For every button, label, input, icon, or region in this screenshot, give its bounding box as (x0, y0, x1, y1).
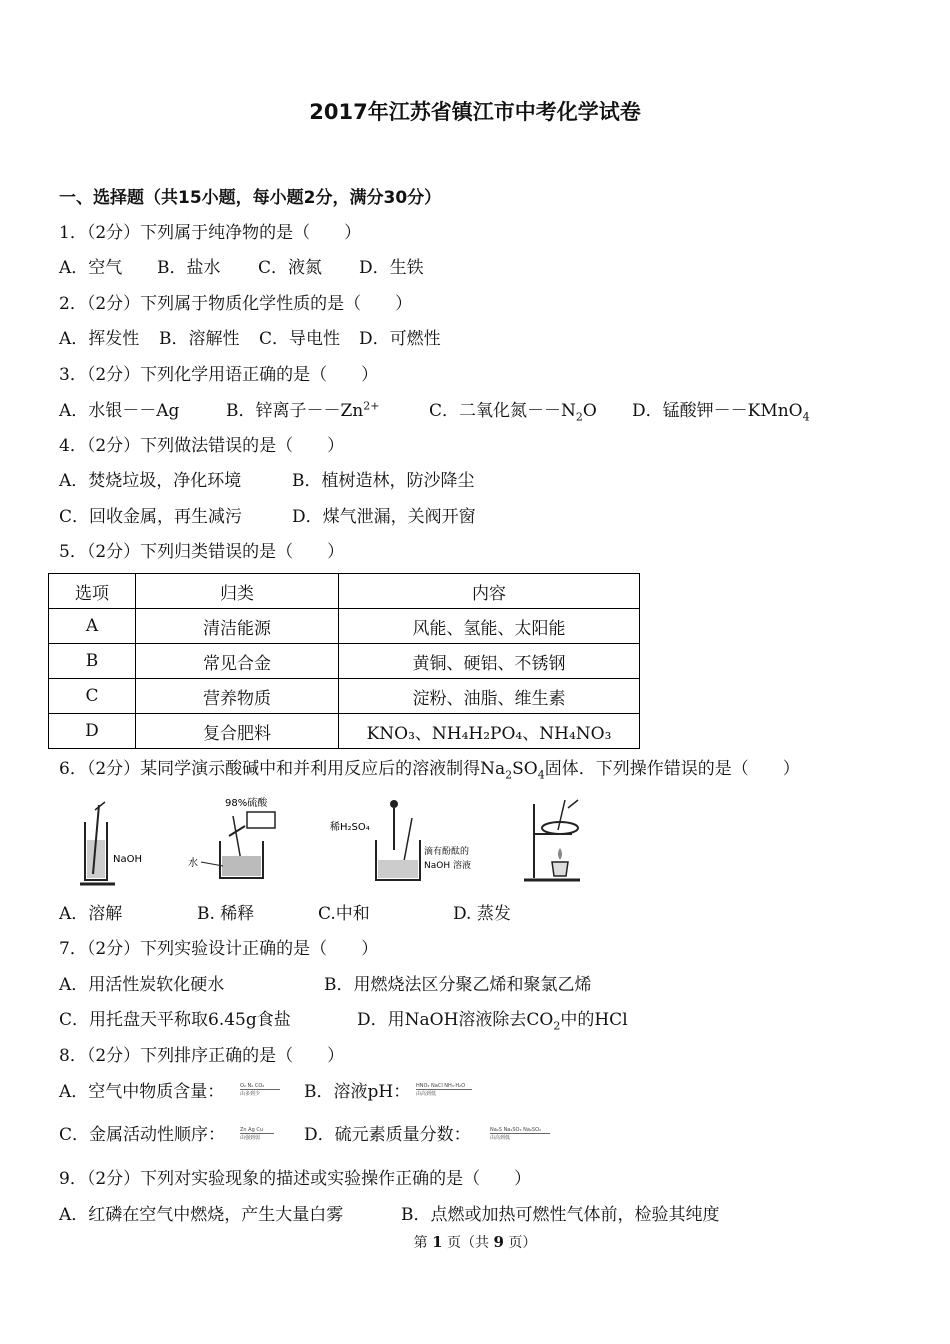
evaporate-figure (520, 796, 590, 891)
table-cell: 常见合金 (136, 644, 339, 679)
q3-option-b: B．锌离子$--Zn^{2+}$ (226, 399, 380, 421)
water-label: 水 (188, 858, 198, 869)
q4-option-d: D．煤气泄漏，关阀开窗 (292, 507, 476, 527)
q8-b-items: HNO₃ NaCl NH₃·H₂O (416, 1083, 466, 1089)
question-1-stem: 1．（2分）下列属于纯净物的是（ ） (59, 223, 362, 243)
table-cell: 风能、氢能、太阳能 (339, 609, 640, 644)
drip-label-2: NaOH 溶液 (424, 861, 471, 871)
q7-option-b: B．用燃烧法区分聚乙烯和聚氯乙烯 (324, 975, 592, 995)
table-cell: 复合肥料 (136, 714, 339, 749)
page-footer: 第 1 页（共 9 页） (413, 1233, 537, 1251)
neutralize-figure (328, 798, 488, 890)
q4-option-b: B．植树造林，防沙降尘 (292, 471, 475, 491)
table-row (49, 609, 640, 644)
table-cell: A (49, 609, 136, 644)
q2-option-c: C．导电性 (259, 329, 341, 349)
dissolve-figure (75, 800, 155, 890)
q2-option-a: A．挥发性 (59, 329, 140, 349)
q6-option-b: B. 稀释 (197, 904, 255, 924)
table-cell: C (49, 679, 136, 714)
table-cell: KNO₃、NH₄H₂PO₄、NH₄NO₃ (339, 714, 640, 749)
q1-option-c: C．液氮 (258, 258, 323, 278)
q3-option-c: C．二氧化氮$--N_2O$ (429, 401, 597, 424)
q8-d-scale (490, 1127, 550, 1141)
drip-label-1: 滴有酚酞的 (424, 847, 470, 857)
table-cell: 黄铜、硬铝、不锈钢 (339, 644, 640, 679)
q4-option-c: C．回收金属，再生减污 (59, 507, 243, 527)
table-header-row (49, 574, 640, 609)
q8-option-c: C．金属活动性顺序： (59, 1125, 226, 1145)
q2-option-d: D．可燃性 (359, 329, 441, 349)
dilute-figure (185, 796, 290, 888)
q8-option-d: D．硫元素质量分数： (304, 1125, 471, 1145)
question-4-stem: 4．（2分）下列做法错误的是（ ） (59, 436, 345, 456)
page-title: 2017年江苏省镇江市中考化学试卷 (309, 100, 641, 124)
q6-option-a: A．溶解 (59, 904, 123, 924)
table-cell: 清洁能源 (136, 609, 339, 644)
q8-a-scale (240, 1083, 280, 1097)
q8-d-items: Na₂S Na₂SO₃ Na₂SO₄ (490, 1127, 542, 1133)
q2-option-b: B．溶解性 (159, 329, 240, 349)
q8-b-direction: 由高到低 (416, 1091, 437, 1097)
naoh-label: NaOH (113, 854, 142, 865)
q6-option-c: C.中和 (318, 904, 370, 924)
q8-option-a: A．空气中物质含量： (59, 1082, 225, 1102)
table-header: 归类 (136, 574, 339, 609)
acid-label: 98%硫酸 (225, 798, 268, 809)
q9-option-a: A．红磷在空气中燃烧，产生大量白雾 (59, 1205, 344, 1225)
classification-table (48, 573, 640, 749)
question-3-stem: 3．（2分）下列化学用语正确的是（ ） (59, 365, 379, 385)
question-5-stem: 5．（2分）下列归类错误的是（ ） (59, 542, 345, 562)
q8-b-scale (416, 1083, 472, 1097)
h2so4-label: 稀H₂SO₄ (330, 822, 370, 833)
table-cell: 淀粉、油脂、维生素 (339, 679, 640, 714)
q1-option-b: B．盐水 (157, 258, 221, 278)
q8-option-b: B．溶液pH： (304, 1082, 411, 1102)
q8-a-direction: 由多到少 (240, 1091, 261, 1097)
q8-c-items: Zn Ag Cu (240, 1127, 264, 1133)
q7-option-a: A．用活性炭软化硬水 (59, 975, 225, 995)
q8-a-items: O₂ N₂ CO₂ (240, 1083, 265, 1089)
q7-option-d: D．用NaOH溶液除去$CO_2$中的HCl (357, 1010, 628, 1033)
table-header: 内容 (339, 574, 640, 609)
q4-option-a: A．焚烧垃圾，净化环境 (59, 471, 242, 491)
table-row (49, 714, 640, 749)
table-row (49, 644, 640, 679)
table-header: 选项 (49, 574, 136, 609)
table-row (49, 679, 640, 714)
question-7-stem: 7．（2分）下列实验设计正确的是（ ） (59, 939, 379, 959)
section-heading: 一、选择题（共15小题，每小题2分，满分30分） (59, 188, 442, 208)
q9-option-b: B．点燃或加热可燃性气体前，检验其纯度 (401, 1205, 720, 1225)
q6-option-d: D. 蒸发 (453, 904, 511, 924)
question-6-stem: 6．（2分）某同学演示酸碱中和并利用反应后的溶液制得$Na_2SO_4$固体．下列操作错误的是（ ） (59, 759, 800, 782)
question-2-stem: 2．（2分）下列属于物质化学性质的是（ ） (59, 294, 413, 314)
table-cell: D (49, 714, 136, 749)
question-8-stem: 8．（2分）下列排序正确的是（ ） (59, 1046, 345, 1066)
question-9-stem: 9．（2分）下列对实验现象的描述或实验操作正确的是（ ） (59, 1169, 532, 1189)
q3-option-d: D．锰酸钾－－KMnO$_4$ (632, 401, 810, 424)
q1-option-a: A．空气 (59, 258, 123, 278)
q8-c-scale (240, 1127, 274, 1141)
q8-d-direction: 由高到低 (490, 1135, 511, 1141)
q1-option-d: D．生铁 (359, 258, 424, 278)
q8-c-direction: 由强到弱 (240, 1135, 261, 1141)
table-cell: 营养物质 (136, 679, 339, 714)
table-cell: B (49, 644, 136, 679)
q7-option-c: C．用托盘天平称取6.45g食盐 (59, 1010, 291, 1030)
q3-option-a: A．水银－－Ag (59, 401, 180, 421)
